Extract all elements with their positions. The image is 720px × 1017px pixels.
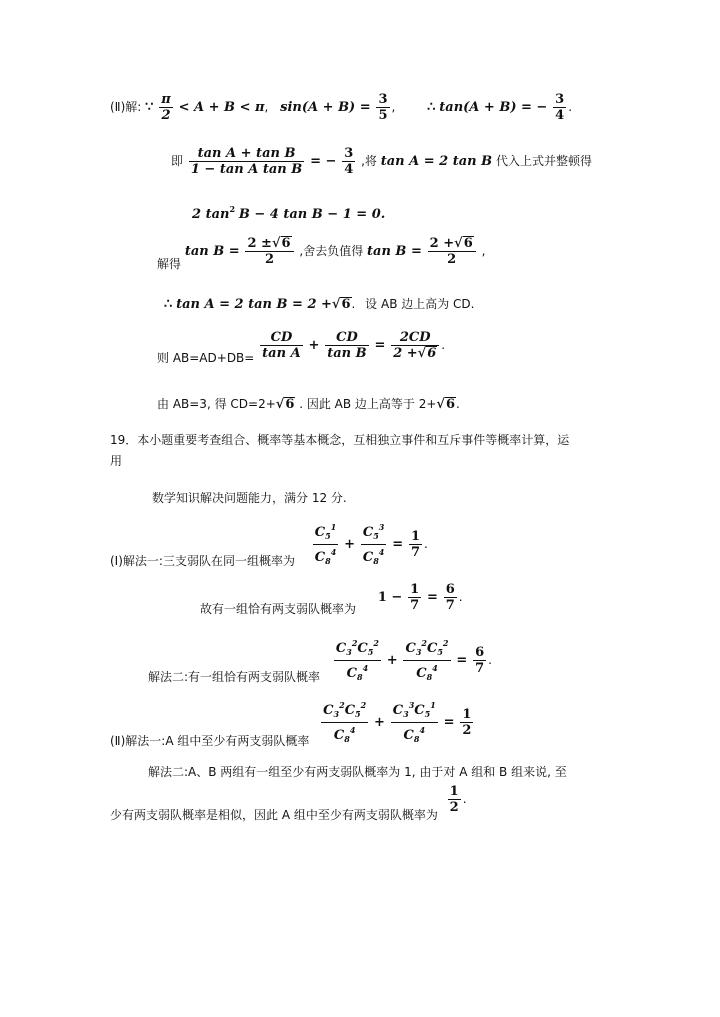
fraction: $\frac{1}{7}$: [410, 529, 420, 560]
line-3: 2 $\tan^2 B - 4$ tan B − 1 = 0.: [192, 204, 386, 222]
line-6: 则 AB=AD+DB= $\frac{CD}{\text{tan A}}$ + $\frac{CD}{\text{tan B}}$ = $\frac{2CD}{2 +√6}$ .: [157, 330, 446, 365]
fraction: $\frac{3}{4}$: [555, 92, 565, 123]
problem-19-heading: 19．本小题重要考查组合、概率等基本概念，互相独立事件和互斥事件等概率计算，运: [110, 433, 570, 447]
equation: 2 tan: [192, 207, 230, 222]
sqrt: 6: [463, 236, 473, 251]
tan-expression: tan(A + B) = −: [439, 100, 548, 115]
because-symbol: ∵: [145, 100, 154, 115]
fraction: $\frac{6}{7}$: [475, 645, 485, 676]
line-16: 少有两支弱队概率是相似，因此 A 组中至少有两支弱队概率为 $\frac{1}{2}$ .: [110, 784, 467, 822]
line-1: (Ⅱ)解: ∵ $\frac{\pi}{2}$ < A + B < π, sin(A + B) = $\frac{3}{5}$ , ∴ tan(A + B) = − $\frac{3}{4}$ .: [110, 92, 573, 123]
fraction: $\frac{C_3^2C_5^2}{C_8^4}$: [405, 638, 449, 682]
inequality: < A + B < π: [178, 100, 265, 115]
fraction: $\frac{CD}{\text{tan A}}$: [262, 330, 301, 361]
line-13: 解法二:有一组恰有两支弱队概率 $\frac{C_3^2C_5^2}{C_8^4}$ + $\frac{C_3^2C_5^2}{C_8^4}$ = $\frac{6}{7}$ .: [148, 638, 492, 684]
fraction: $\frac{CD}{\text{tan B}}$: [327, 330, 367, 361]
fraction: $\frac{1}{2}$: [449, 784, 459, 815]
fraction: $\frac{2 +√6}{2}$: [428, 236, 476, 267]
fraction: $\frac{2 \pm√6}{2}$: [245, 236, 293, 267]
fraction: $\frac{C_5^1}{C_8^4}$: [314, 522, 337, 566]
line-4: 解得 tan B = $\frac{2 \pm√6}{2}$ ,舍去负值得 tan B = $\frac{2 +√6}{2}$ ,: [157, 236, 486, 271]
method-2-text: 解法二:A、B 两组有一组至少有两支弱队概率为 1, 由于对 A 组和 B 组来说, 至: [148, 765, 567, 779]
line-7: 由 AB=3, 得 CD=2+√6 . 因此 AB 边上高等于 2+√6.: [157, 397, 460, 412]
problem-19-heading-cont: 用: [110, 454, 123, 468]
fraction: $\frac{1}{2}$: [462, 707, 472, 738]
problem-19-intro: 数学知识解决问题能力，满分 12 分.: [152, 491, 347, 505]
fraction: $\frac{C_3^2C_5^2}{C_8^4}$: [335, 638, 379, 682]
fraction: $\frac{C_5^3}{C_8^4}$: [362, 522, 385, 566]
therefore-symbol: ∴: [427, 100, 436, 115]
fraction: $\frac{\text{tan A + tan B}}{\text{1 − tan A tan B}}$: [190, 146, 303, 177]
sqrt: 6: [285, 397, 295, 412]
sqrt: 6: [341, 297, 351, 312]
sin-expression: sin(A + B) =: [280, 100, 371, 115]
fraction: $\frac{1}{7}$: [410, 582, 420, 613]
fraction: $\frac{C_3^3C_5^1}{C_8^4}$: [392, 700, 436, 744]
fraction: $\frac{2CD}{2 +√6}$: [391, 330, 439, 361]
sqrt: 6: [281, 236, 291, 251]
line-2: 即 $\frac{\text{tan A + tan B}}{\text{1 − tan A tan B}}$ = − $\frac{3}{4}$ ,将 tan A = 2 tan B 代入上式并整顿得: [171, 146, 592, 177]
line-11: (Ⅰ)解法一:三支弱队在同一组概率为 $\frac{C_5^1}{C_8^4}$ + $\frac{C_5^3}{C_8^4}$ = $\frac{1}{7}$ .: [110, 522, 428, 568]
line-12: 故有一组恰有两支弱队概率为 1 − $\frac{1}{7}$ = $\frac{6}{7}$ .: [200, 582, 463, 616]
fraction: $\frac{3}{5}$: [378, 92, 388, 123]
substitution: tan A = 2 tan B: [380, 154, 493, 169]
part-label: (Ⅱ)解:: [110, 100, 142, 114]
sqrt: 6: [445, 397, 455, 412]
fraction: $\frac{3}{4}$: [344, 146, 354, 177]
line-5: ∴ tan A = 2 tan B = 2 +√6. 设 AB 边上高为 CD.: [164, 297, 475, 312]
line-14: (Ⅱ)解法一:A 组中至少有两支弱队概率 $\frac{C_3^2C_5^2}{C_8^4}$ + $\frac{C_3^3C_5^1}{C_8^4}$ = $\frac{1}{2}$: [110, 700, 472, 748]
fraction: $\frac{C_3^2C_5^2}{C_8^4}$: [323, 700, 367, 744]
fraction: $\frac{\pi}{2}$: [161, 92, 171, 123]
fraction: $\frac{6}{7}$: [445, 582, 455, 613]
sqrt: 6: [427, 346, 437, 361]
